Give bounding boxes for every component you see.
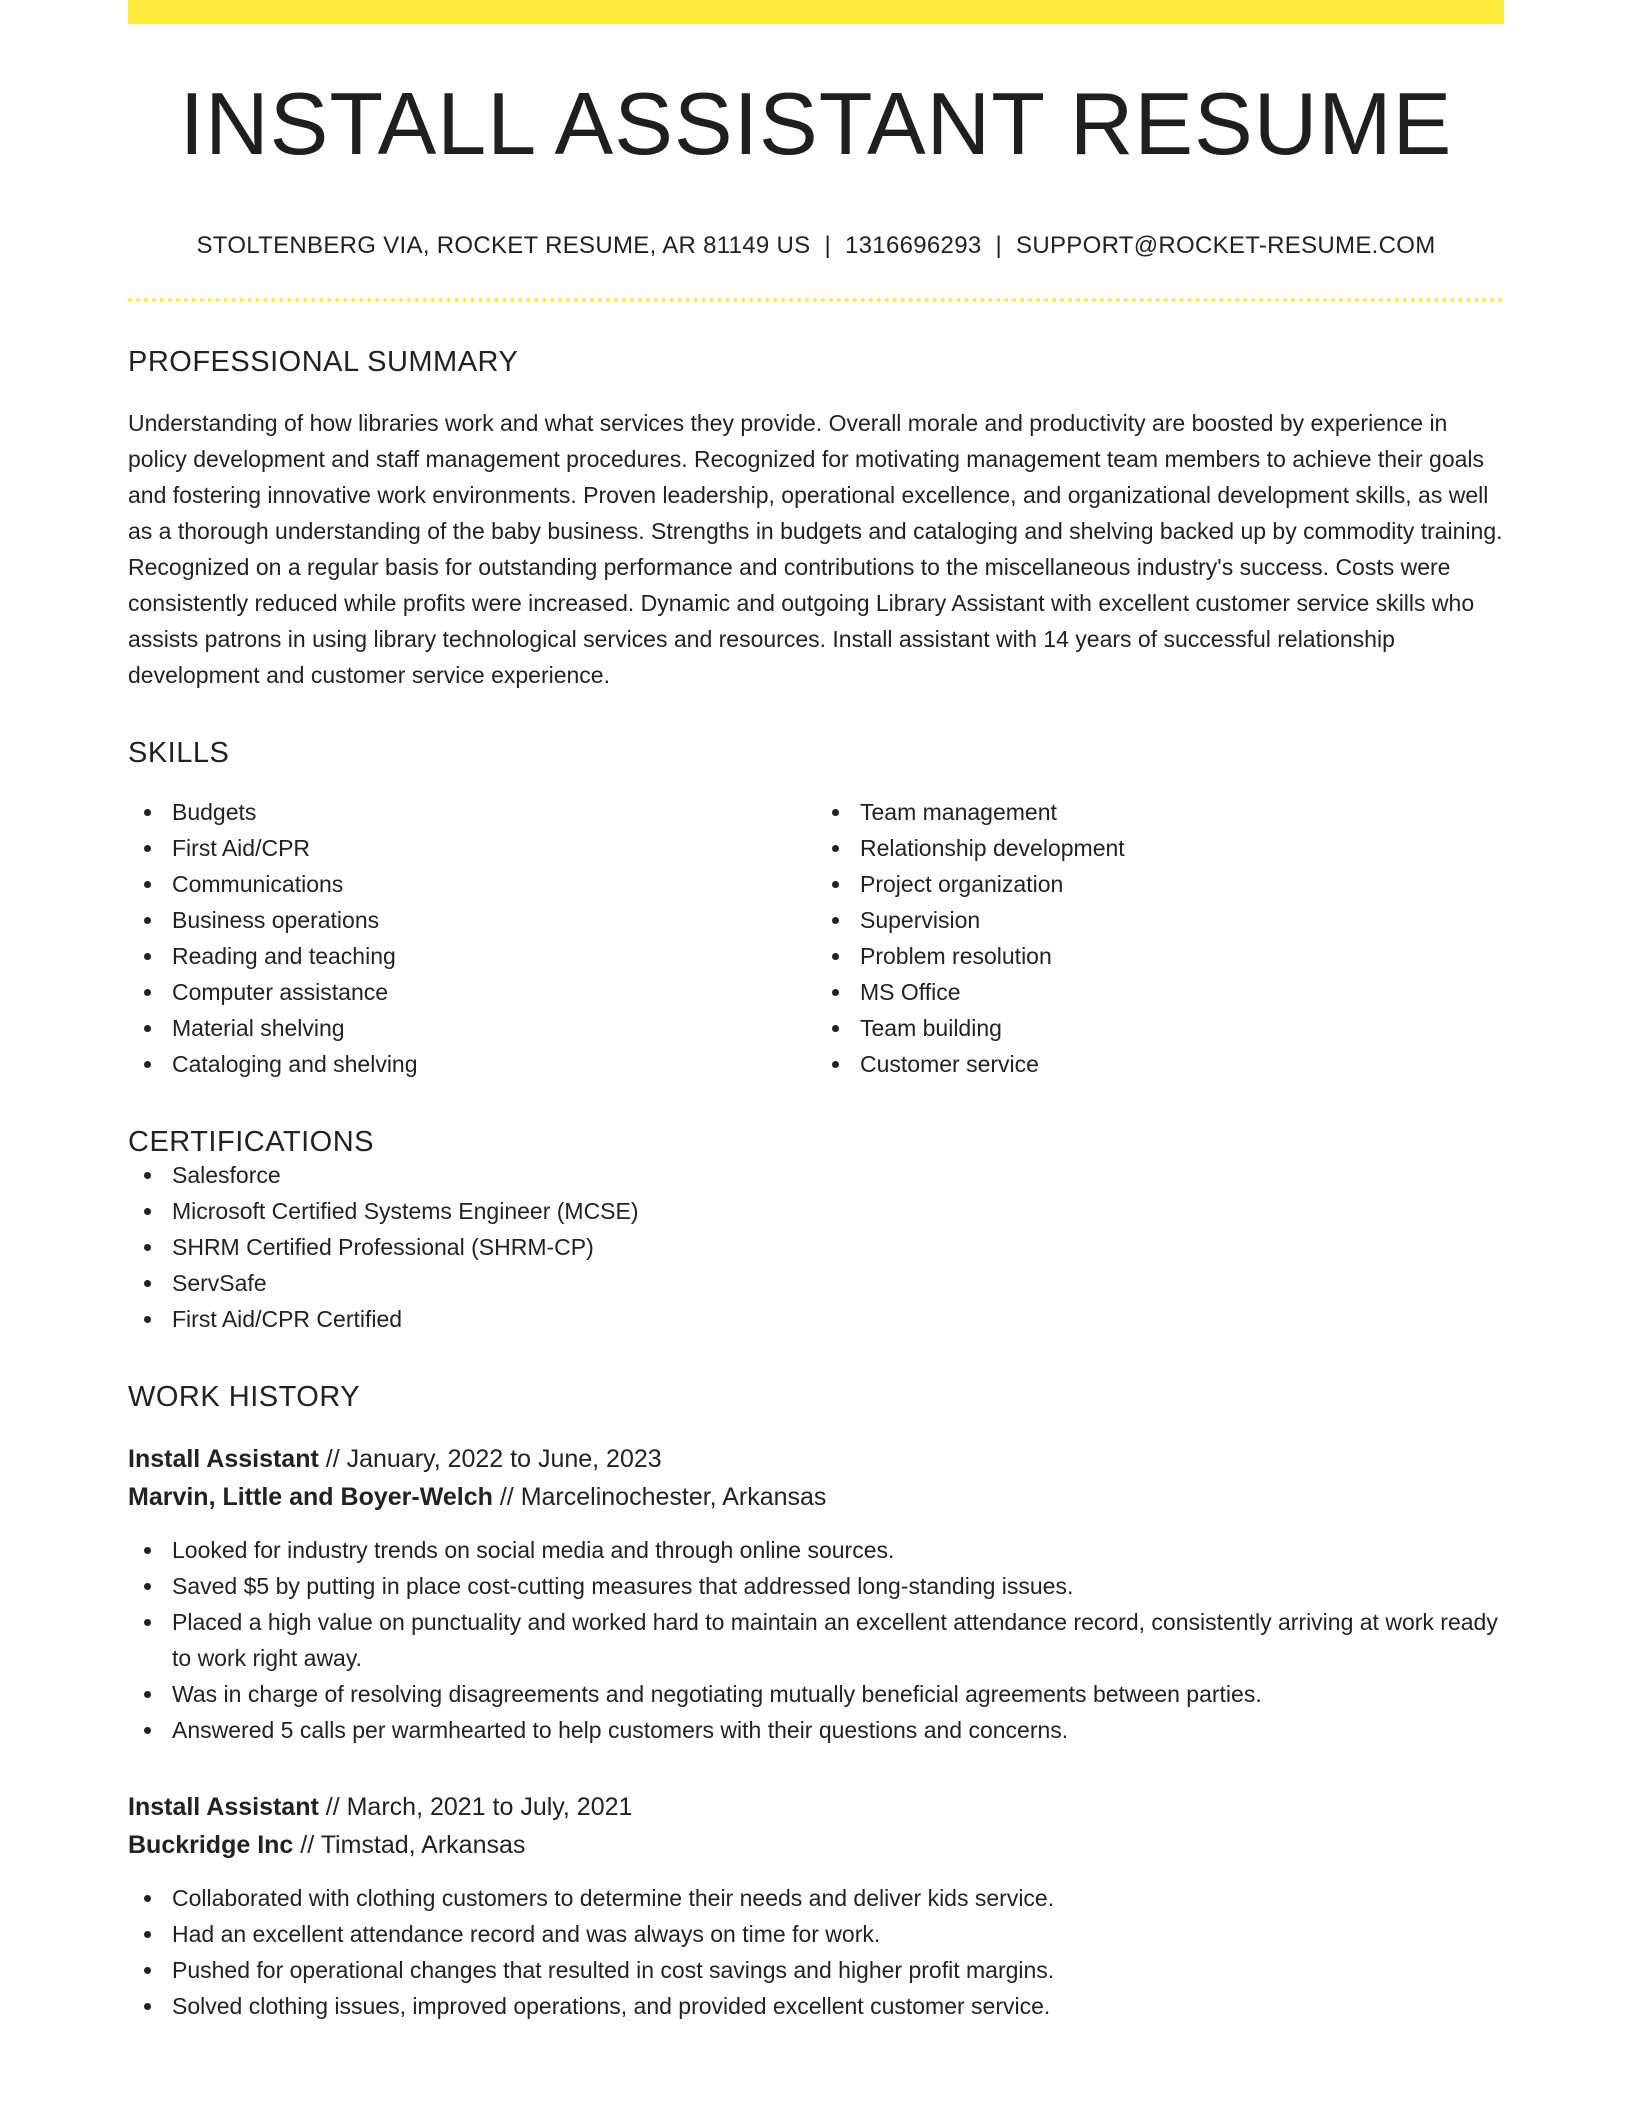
list-item-text: Team management (860, 799, 1057, 825)
accent-top-bar (128, 0, 1504, 24)
job-location: Timstad, Arkansas (320, 1831, 526, 1859)
job-title-line (128, 1788, 1504, 1826)
job-entry (128, 1788, 1504, 2024)
list-item (816, 1046, 1504, 1082)
bullet-dot-icon (832, 989, 839, 996)
contact-separator: | (995, 232, 1003, 259)
contact-email: SUPPORT@ROCKET-RESUME.COM (1016, 232, 1436, 259)
list-item (128, 1265, 1504, 1301)
list-item-text: Problem resolution (860, 943, 1052, 969)
skills-list-right (816, 794, 1504, 1082)
job-entry (128, 1440, 1504, 1748)
list-item (128, 866, 816, 902)
list-item (816, 1010, 1504, 1046)
bullet-dot-icon (144, 1208, 151, 1215)
list-item-text: SHRM Certified Professional (SHRM-CP) (172, 1234, 594, 1260)
list-item-text: Computer assistance (172, 979, 389, 1005)
list-item-text: Project organization (860, 871, 1064, 897)
bullet-dot-icon (832, 881, 839, 888)
resume-title: INSTALL ASSISTANT RESUME (179, 74, 1453, 173)
dotted-divider (128, 298, 1504, 302)
list-item-text: Material shelving (172, 1015, 345, 1041)
summary-text: Understanding of how libraries work and what services they provide. Overall morale and productivity are boosted by experience in policy development and staff management procedures. Recognized for motivating management team members to achieve their goals and fostering innovative work environments. Proven leadership, operational excellence, and organizational development skills, as well as a thorough understanding of the baby business. Strengths in budgets and cataloging and shelving backed up by commodity training. Recognized on a regular basis for outstanding performance and contributions to the miscellaneous industry's success. Costs were consistently reduced while profits were increased. Dynamic and outgoing Library Assistant with excellent customer service skills who assists patrons in using library technological services and resources. Install assistant with 14 years of successful relationship development and customer service experience. (128, 410, 1503, 688)
skills-list-left (128, 794, 816, 1082)
bullet-dot-icon (832, 1061, 839, 1068)
list-item-text: Had an excellent attendance record and was always on time for work. (172, 1921, 881, 1947)
bullet-dot-icon (144, 881, 151, 888)
list-item-text: Collaborated with clothing customers to determine their needs and deliver kids service. (172, 1885, 1055, 1911)
job-separator: // (499, 1483, 514, 1511)
list-item (128, 1568, 1504, 1604)
list-item (816, 830, 1504, 866)
list-item (128, 830, 816, 866)
list-item (128, 1157, 1504, 1193)
job-bullets (128, 1532, 1504, 1748)
bullet-dot-icon (144, 1061, 151, 1068)
work-history-list (128, 1440, 1504, 2024)
list-item-text: Looked for industry trends on social media and through online sources. (172, 1537, 895, 1563)
contact-phone: 1316696293 (845, 232, 982, 259)
job-title: Install Assistant (128, 1445, 319, 1473)
list-item (128, 1676, 1504, 1712)
list-item-text: Customer service (860, 1051, 1039, 1077)
bullet-dot-icon (144, 1967, 151, 1974)
bullet-dot-icon (144, 1547, 151, 1554)
list-item-text: Reading and teaching (172, 943, 396, 969)
bullet-dot-icon (144, 1316, 151, 1323)
list-item-text: Supervision (860, 907, 981, 933)
list-item (816, 794, 1504, 830)
list-item-text: MS Office (860, 979, 961, 1005)
list-item (128, 1193, 1504, 1229)
list-item-text: ServSafe (172, 1270, 267, 1296)
list-item (128, 902, 816, 938)
bullet-dot-icon (144, 1244, 151, 1251)
job-separator: // (325, 1793, 340, 1821)
list-item-text: Relationship development (860, 835, 1125, 861)
list-item-text: Pushed for operational changes that resulted in cost savings and higher profit margins. (172, 1957, 1055, 1983)
resume-page (128, 0, 1504, 2024)
list-item-text: Budgets (172, 799, 257, 825)
list-item-text: Business operations (172, 907, 380, 933)
list-item (128, 1604, 1504, 1676)
list-item (128, 938, 816, 974)
bullet-dot-icon (144, 1583, 151, 1590)
bullet-dot-icon (144, 1280, 151, 1287)
list-item (128, 1229, 1504, 1265)
bullet-dot-icon (144, 2003, 151, 2010)
bullet-dot-icon (144, 989, 151, 996)
bullet-dot-icon (144, 1691, 151, 1698)
bullet-dot-icon (144, 1727, 151, 1734)
list-item (128, 1988, 1504, 2024)
list-item-text: Team building (860, 1015, 1002, 1041)
bullet-dot-icon (832, 1025, 839, 1032)
work-history-heading: WORK HISTORY (128, 1381, 361, 1413)
list-item (128, 1532, 1504, 1568)
job-company-line (128, 1826, 1504, 1864)
list-item-text: Saved $5 by putting in place cost-cutting measures that addressed long-standing issues. (172, 1573, 1074, 1599)
bullet-dot-icon (144, 917, 151, 924)
bullet-dot-icon (832, 917, 839, 924)
bullet-dot-icon (144, 1619, 151, 1626)
job-separator: // (300, 1831, 315, 1859)
list-item-text: Was in charge of resolving disagreements and negotiating mutually beneficial agreements between parties. (172, 1681, 1262, 1707)
list-item-text: First Aid/CPR Certified (172, 1306, 403, 1332)
certifications-heading: CERTIFICATIONS (128, 1126, 374, 1158)
list-item (816, 938, 1504, 974)
job-dates: January, 2022 to June, 2023 (346, 1445, 662, 1473)
bullet-dot-icon (144, 1172, 151, 1179)
certifications-list (128, 1157, 1504, 1337)
job-title-line (128, 1440, 1504, 1478)
bullet-dot-icon (144, 809, 151, 816)
list-item-text: Solved clothing issues, improved operations, and provided excellent customer service. (172, 1993, 1051, 2019)
skills-grid (128, 794, 1504, 1082)
contact-address: STOLTENBERG VIA, ROCKET RESUME, AR 81149 US (196, 232, 811, 259)
job-company: Buckridge Inc (128, 1831, 294, 1859)
list-item (128, 1916, 1504, 1952)
list-item-text: Microsoft Certified Systems Engineer (MCSE) (172, 1198, 639, 1224)
bullet-dot-icon (832, 845, 839, 852)
job-location: Marcelinochester, Arkansas (520, 1483, 827, 1511)
summary-heading: PROFESSIONAL SUMMARY (128, 346, 519, 378)
list-item (816, 974, 1504, 1010)
list-item-text: First Aid/CPR (172, 835, 311, 861)
bullet-dot-icon (144, 1931, 151, 1938)
job-dates: March, 2021 to July, 2021 (346, 1793, 633, 1821)
list-item-text: Placed a high value on punctuality and worked hard to maintain an excellent attendance record, consistently arriving at work ready to work right away. (172, 1609, 1498, 1671)
bullet-dot-icon (144, 953, 151, 960)
bullet-dot-icon (144, 1025, 151, 1032)
bullet-dot-icon (832, 953, 839, 960)
list-item-text: Communications (172, 871, 344, 897)
list-item (816, 866, 1504, 902)
list-item-text: Cataloging and shelving (172, 1051, 418, 1077)
list-item (128, 1952, 1504, 1988)
list-item (128, 1301, 1504, 1337)
bullet-dot-icon (144, 845, 151, 852)
job-company: Marvin, Little and Boyer-Welch (128, 1483, 493, 1511)
list-item (128, 1010, 816, 1046)
list-item (128, 974, 816, 1010)
contact-separator: | (824, 232, 832, 259)
bullet-dot-icon (832, 809, 839, 816)
skills-heading: SKILLS (128, 737, 230, 769)
contact-line (128, 232, 1504, 260)
list-item (128, 794, 816, 830)
list-item (128, 1880, 1504, 1916)
list-item (816, 902, 1504, 938)
bullet-dot-icon (144, 1895, 151, 1902)
job-company-line (128, 1478, 1504, 1516)
list-item (128, 1046, 816, 1082)
job-bullets (128, 1880, 1504, 2024)
job-separator: // (325, 1445, 340, 1473)
list-item (128, 1712, 1504, 1748)
list-item-text: Salesforce (172, 1162, 281, 1188)
list-item-text: Answered 5 calls per warmhearted to help customers with their questions and concerns. (172, 1717, 1069, 1743)
job-title: Install Assistant (128, 1793, 319, 1821)
